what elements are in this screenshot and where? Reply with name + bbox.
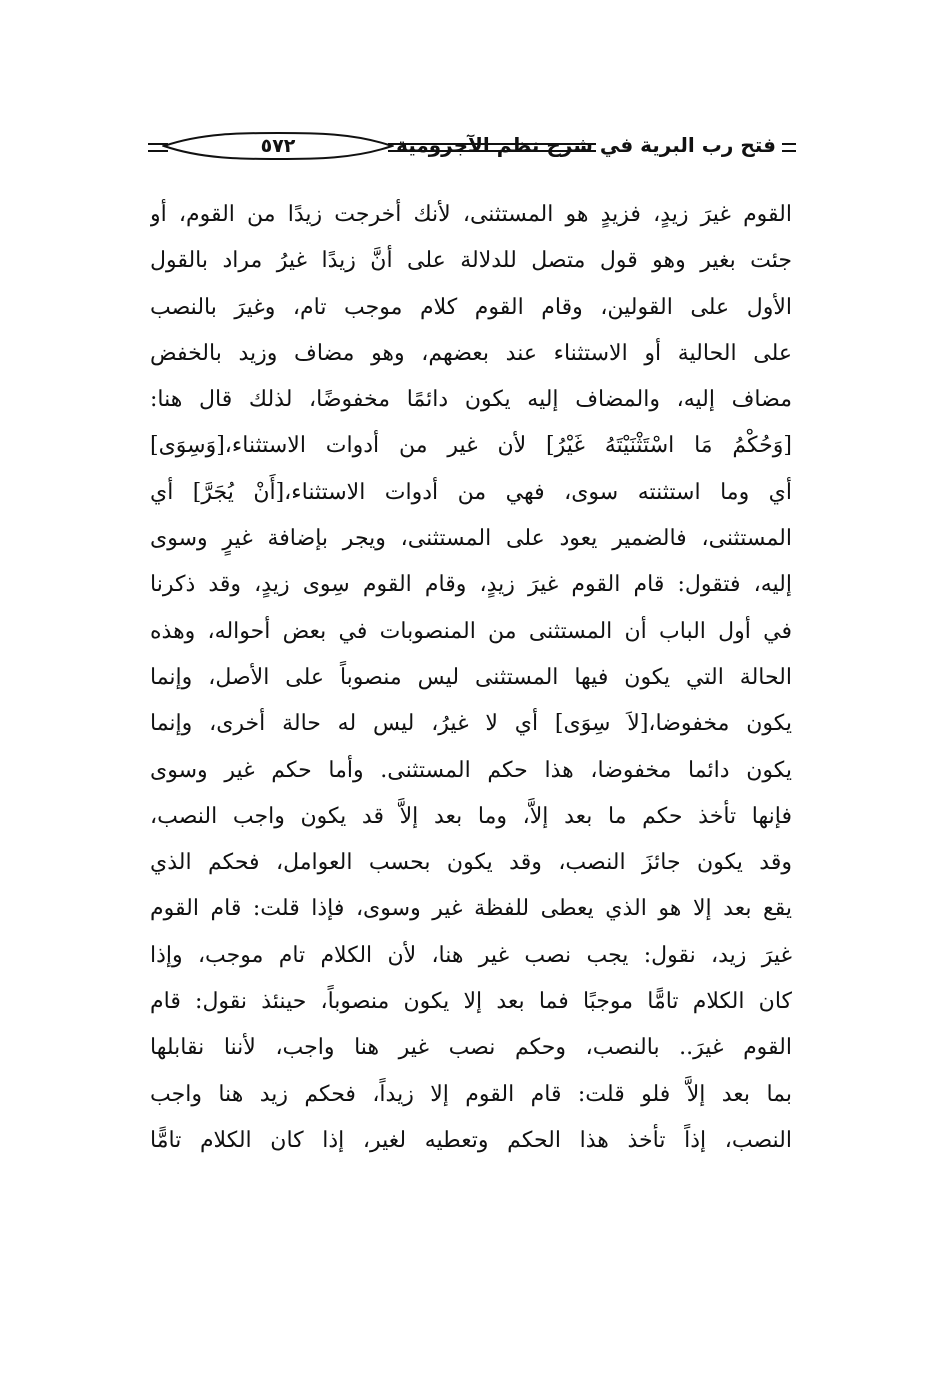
text-line: وقد يكون جائزَ النصب، وقد يكون بحسب العوامل، فحكم الذي bbox=[150, 850, 792, 876]
text-line: مضاف إليه، والمضاف إليه يكون دائمًا مخفوضًا، لذلك قال هنا: bbox=[150, 387, 792, 413]
book-title: فتح رب البرية في شرح نظم الآجرومية bbox=[396, 133, 776, 157]
text-line: يكون مخفوضا،[لاَ سِوَى] أي لا غيرُ، ليس له حالة أخرى، وإنما bbox=[150, 711, 792, 737]
text-line: الأول على القولين، وقام القوم كلام موجب تام، وغيرَ بالنصب bbox=[150, 294, 792, 320]
text-line: فإنها تأخذ حكم ما بعد إلاَّ، وما بعد إلاَّ قد يكون واجب النصب، bbox=[150, 803, 792, 829]
text-line: في أول الباب أن المستثنى من المنصوبات في بعض أحواله، وهذه bbox=[150, 618, 792, 644]
text-line: على الحالية أو الاستثناء عند بعضهم، وهو مضاف وزيد بالخفض bbox=[150, 340, 792, 366]
text-line: القوم غيرَ زيدٍ، فزيدٍ هو المستثنى، لأنك أخرجت زيدًا من القوم، أو bbox=[150, 202, 792, 227]
text-line: كان الكلام تامًّا موجبًا فما بعد إلا يكون منصوباً، حينئذ نقول: قام bbox=[150, 989, 792, 1015]
body-text bbox=[150, 192, 792, 1164]
text-line: إليه، فتقول: قام القوم غيرَ زيدٍ، وقام القوم سِوى زيدٍ، وقد ذكرنا bbox=[150, 572, 792, 598]
text-line: جئت بغير وهو قول متصل للدلالة على أنَّ زيدًا غيرُ مراد بالقول bbox=[150, 248, 792, 274]
text-line: يكون دائما مخفوضا، هذا حكم المستثنى. وأما حكم غير وسوى bbox=[150, 757, 792, 783]
text-line: الحالة التي يكون فيها المستثنى ليس منصوباً على الأصل، وإنما bbox=[150, 664, 792, 690]
page-number: ٥٧٢ bbox=[260, 135, 296, 157]
page-number-frame bbox=[162, 131, 394, 161]
text-line: أي وما استثنته سوى، فهي من أدوات الاستثناء،[أَنْ يُجَرَّ] أي bbox=[150, 479, 792, 505]
header-rule-right bbox=[782, 143, 796, 152]
text-line: النصب، إذاً تأخذ هذا الحكم وتعطيه لغير، إذا كان الكلام تامًّا bbox=[150, 1127, 792, 1153]
header-rule-left bbox=[148, 143, 168, 152]
text-line: القوم غيرَ.. بالنصب، وحكم نصب غير هنا واجب، لأننا نقابلها bbox=[150, 1035, 792, 1061]
text-line: غيرَ زيد، نقول: يجب نصب غير هنا، لأن الكلام تام موجب، وإذا bbox=[150, 942, 792, 968]
text-line: يقع بعد إلا هو الذي يعطى للفظة غير وسوى، فإذا قلت: قام القوم bbox=[150, 896, 792, 922]
text-line: [وَحُكْمُ مَا اسْتَثْنَيْتَهُ غَيْرُ] لأن غير من أدوات الاستثناء،[وَسِوَى] bbox=[150, 433, 792, 459]
running-header bbox=[148, 128, 796, 164]
header-rule-middle bbox=[388, 143, 596, 152]
text-line: المستثنى، فالضمير يعود على المستثنى، ويجر بإضافة غيرٍ وسوى bbox=[150, 526, 792, 552]
text-line: بما بعد إلاَّ فلو قلت: قام القوم إلا زيداً، فحكم زيد هنا واجب bbox=[150, 1081, 792, 1107]
